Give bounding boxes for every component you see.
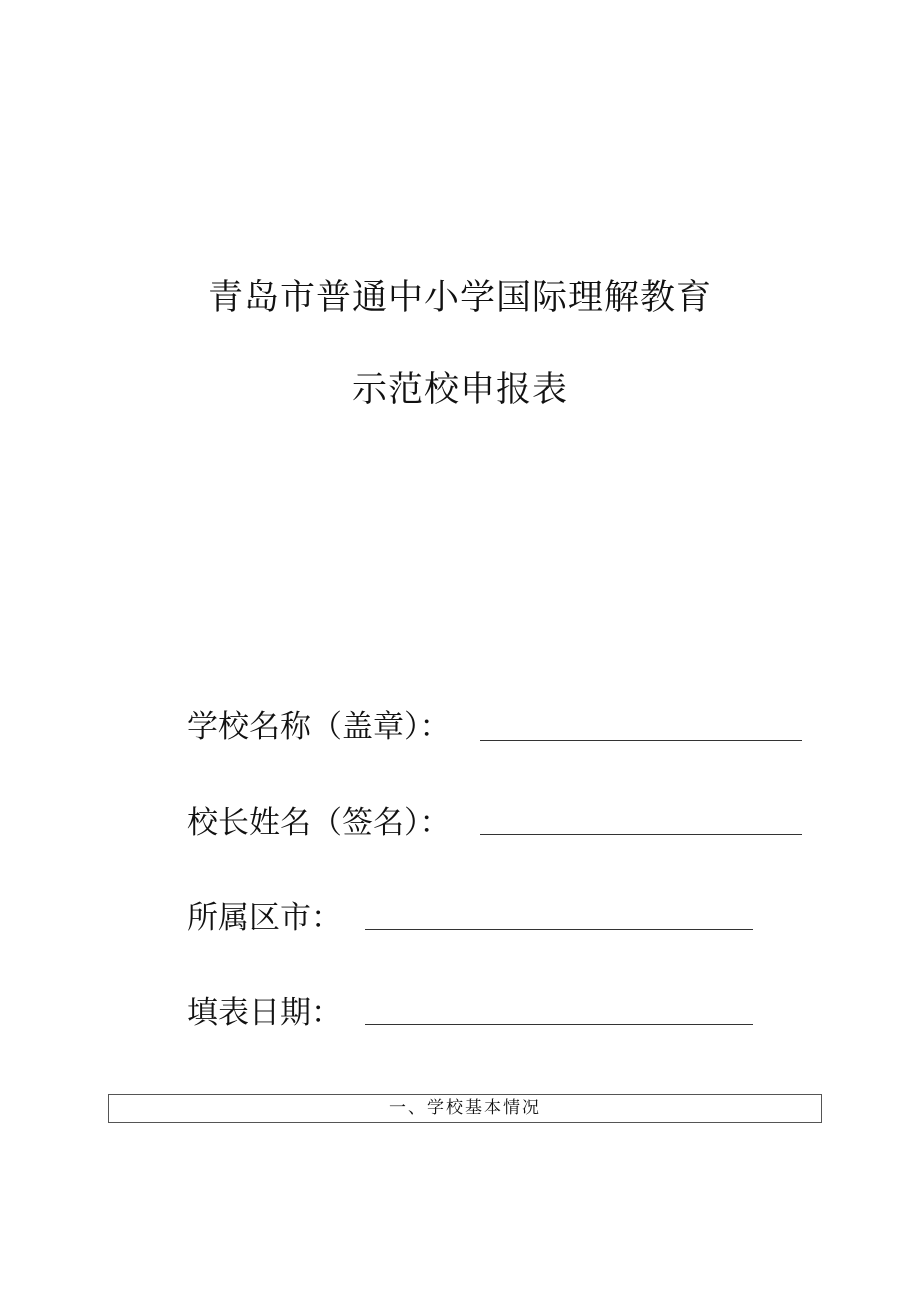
principal-name-input[interactable] (480, 834, 802, 835)
school-name-field (187, 702, 451, 752)
fill-date-label: 填表日期： (187, 995, 342, 1031)
district-input[interactable] (365, 929, 753, 930)
school-name-input[interactable] (480, 740, 802, 741)
principal-name-field (187, 798, 451, 848)
fill-date-input[interactable] (365, 1024, 753, 1025)
section-heading-school-info: 一、学校基本情况 (108, 1094, 822, 1123)
document-title-line2: 示范校申报表 (351, 370, 568, 410)
school-name-label: 学校名称（盖章）： (187, 709, 451, 745)
district-label: 所属区市： (187, 900, 342, 936)
document-title-line1: 青岛市普通中小学国际理解教育 (207, 278, 712, 318)
district-field (187, 893, 342, 943)
principal-name-label: 校长姓名（签名）： (187, 805, 451, 841)
fill-date-field (187, 988, 342, 1038)
